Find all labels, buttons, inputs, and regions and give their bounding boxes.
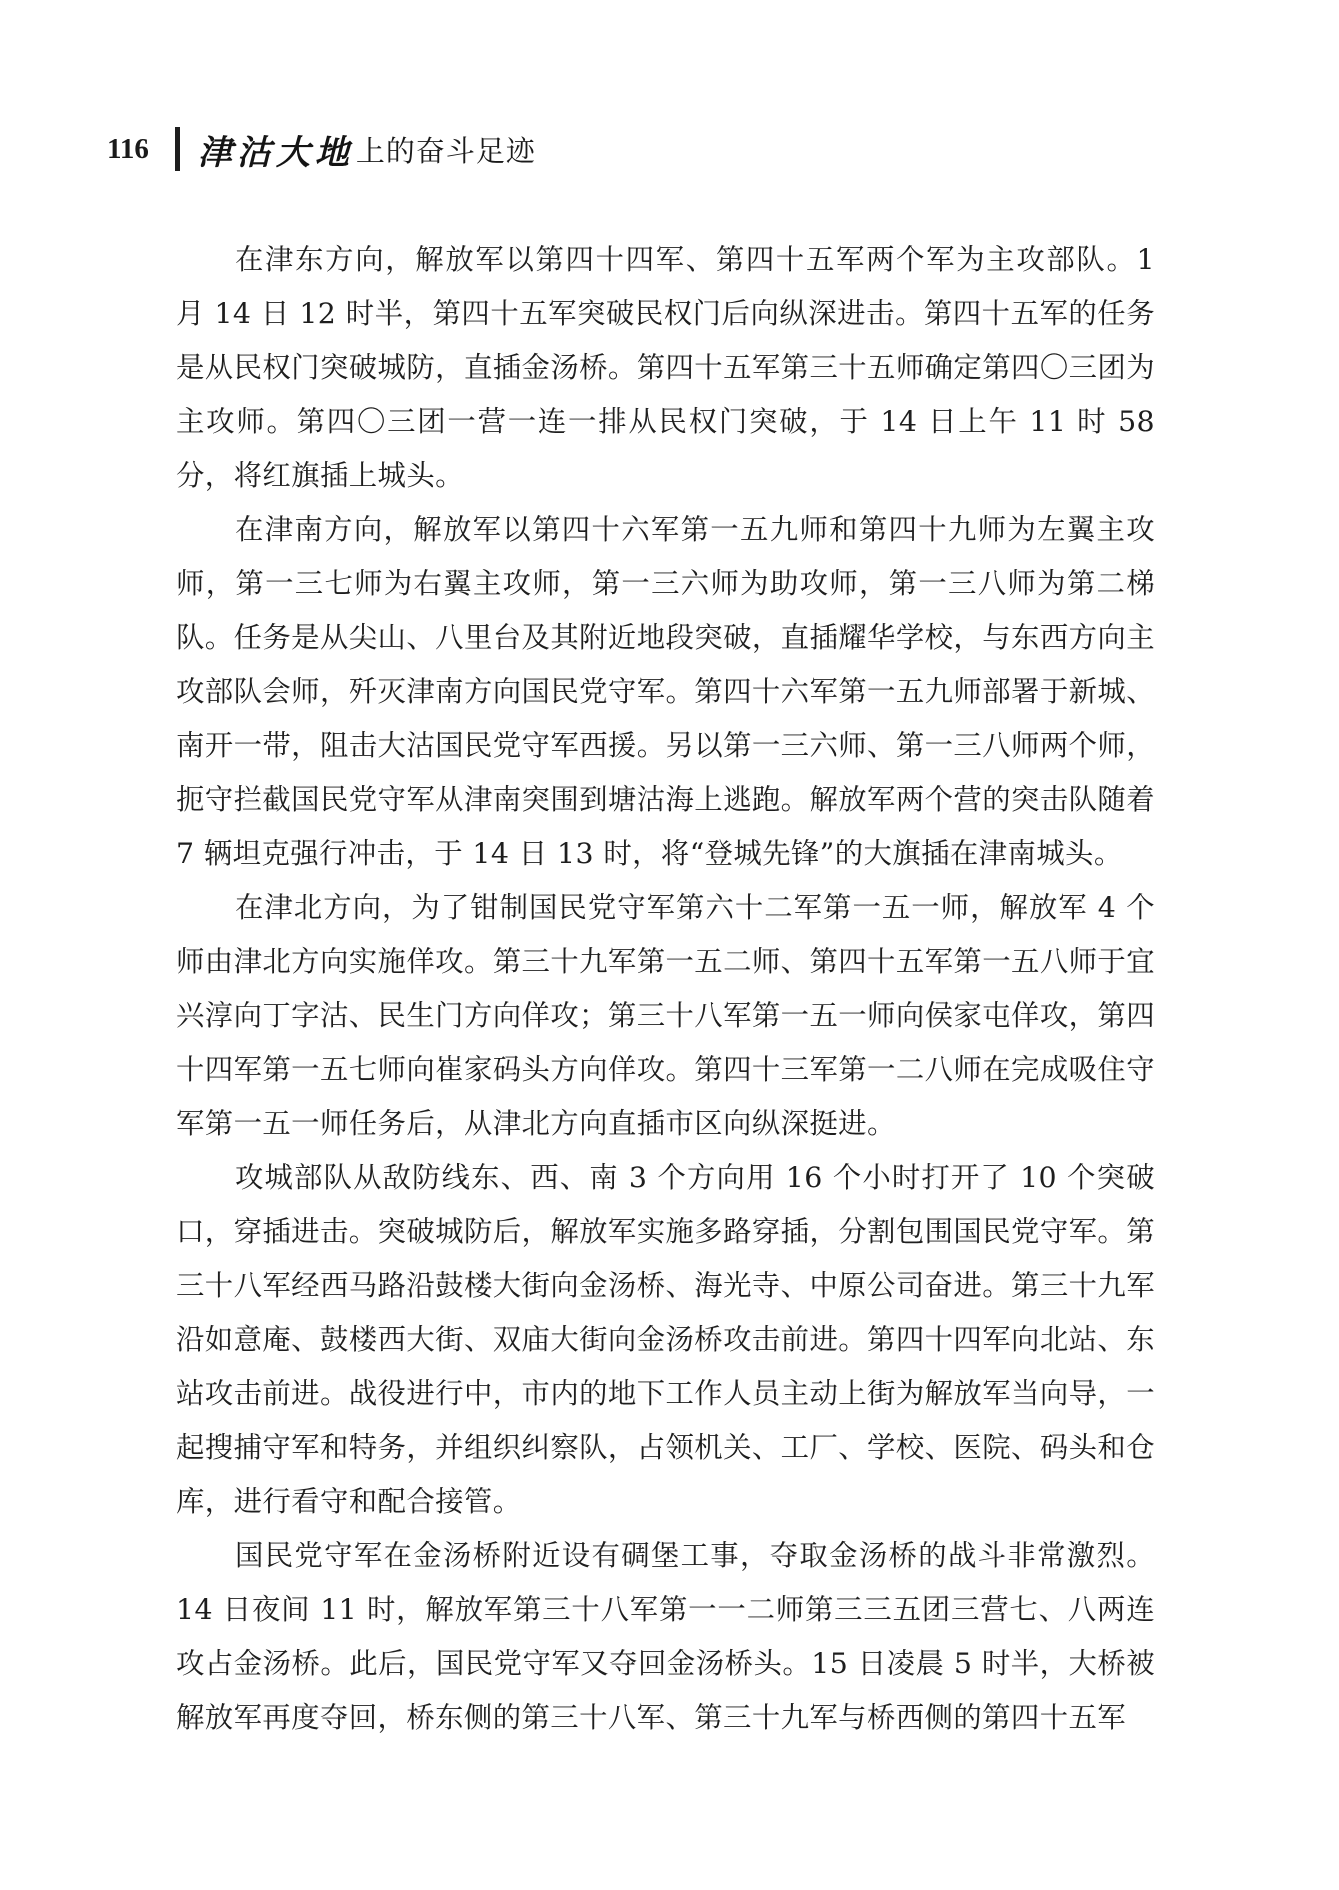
book-title-main: 津沽大地 bbox=[197, 132, 354, 173]
running-header bbox=[107, 118, 536, 180]
page-number: 116 bbox=[107, 132, 149, 165]
paragraph: 在津北方向，为了钳制国民党守军第六十二军第一五一师，解放军 4 个师由津北方向实施佯攻。第三十九军第一五二师、第四十五军第一五八师于宜兴淳向丁字沽、民生门方向佯攻；第三十八军第一五一师向侯家屯佯攻，第四十四军第一五七师向崔家码头方向佯攻。第四十三军第一二八师在完成吸住守军第一五一师任务后，从津北方向直插市区向纵深挺进。 bbox=[176, 891, 1155, 1140]
paragraph: 攻城部队从敌防线东、西、南 3 个方向用 16 个小时打开了 10 个突破口，穿插进击。突破城防后，解放军实施多路穿插，分割包围国民党守军。第三十八军经西马路沿鼓楼大街向金汤桥、海光寺、中原公司奋进。第三十九军沿如意庵、鼓楼西大街、双庙大街向金汤桥攻击前进。第四十四军向北站、东站攻击前进。战役进行中，市内的地下工作人员主动上街为解放军当向导，一起搜捕守军和特务，并组织纠察队，占领机关、工厂、学校、医院、码头和仓库，进行看守和配合接管。 bbox=[176, 1161, 1155, 1518]
body-text bbox=[176, 233, 1155, 1745]
paragraph: 国民党守军在金汤桥附近设有碉堡工事，夺取金汤桥的战斗非常激烈。14 日夜间 11 时，解放军第三十八军第一一二师第三三五团三营七、八两连攻占金汤桥。此后，国民党守军又夺回金汤桥头。15 日凌晨 5 时半，大桥被解放军再度夺回，桥东侧的第三十八军、第三十九军与桥西侧的第四十五军 bbox=[176, 1539, 1155, 1734]
header-divider bbox=[175, 127, 180, 171]
paragraph: 在津东方向，解放军以第四十四军、第四十五军两个军为主攻部队。1 月 14 日 12 时半，第四十五军突破民权门后向纵深进击。第四十五军的任务是从民权门突破城防，直插金汤桥。第四十五军第三十五师确定第四〇三团为主攻师。第四〇三团一营一连一排从民权门突破，于 14 日上午 11 时 58 分，将红旗插上城头。 bbox=[176, 243, 1155, 492]
book-title-sub: 上的奋斗足迹 bbox=[355, 133, 536, 168]
paragraph: 在津南方向，解放军以第四十六军第一五九师和第四十九师为左翼主攻师，第一三七师为右翼主攻师，第一三六师为助攻师，第一三八师为第二梯队。任务是从尖山、八里台及其附近地段突破，直插耀华学校，与东西方向主攻部队会师，歼灭津南方向国民党守军。第四十六军第一五九师部署于新城、南开一带，阻击大沽国民党守军西援。另以第一三六师、第一三八师两个师，扼守拦截国民党守军从津南突围到塘沽海上逃跑。解放军两个营的突击队随着 7 辆坦克强行冲击，于 14 日 13 时，将“登城先锋”的大旗插在津南城头。 bbox=[176, 513, 1155, 870]
